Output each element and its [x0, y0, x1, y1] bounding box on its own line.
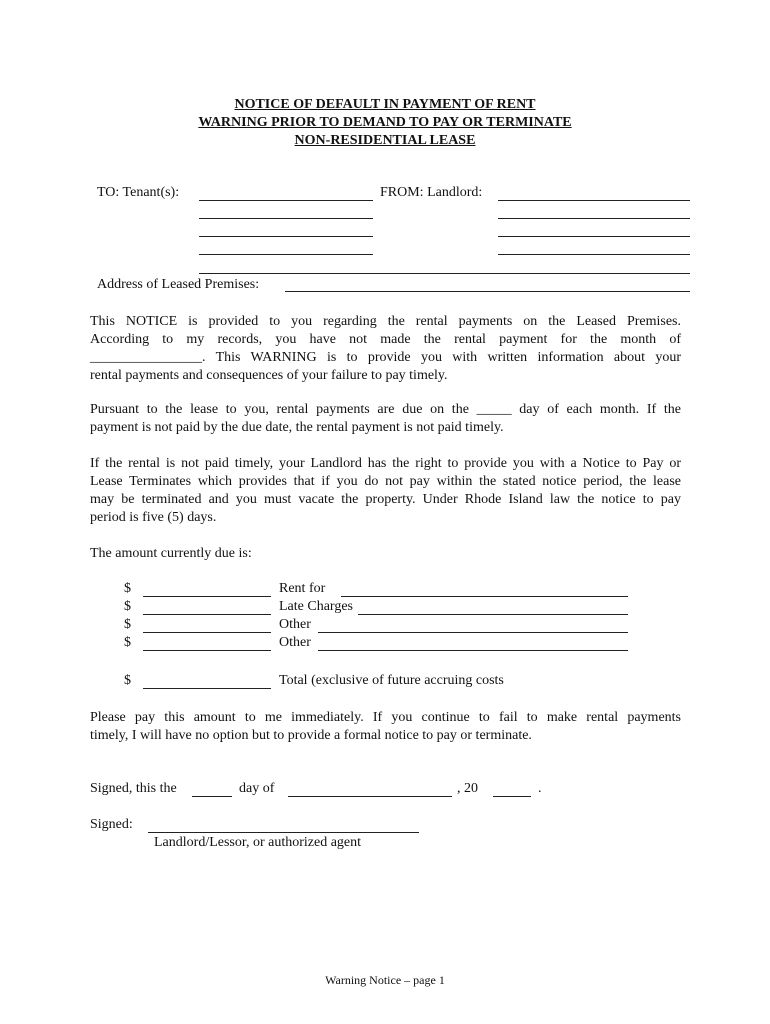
- year-prefix: , 20: [457, 781, 478, 796]
- tenant-name-line-2[interactable]: [199, 218, 373, 219]
- landlord-name-line-1[interactable]: [498, 200, 690, 201]
- dollar-sign: $: [124, 617, 131, 632]
- signature-period: .: [538, 781, 542, 796]
- landlord-name-line-3[interactable]: [498, 236, 690, 237]
- rent-for-line[interactable]: [341, 596, 628, 597]
- total-amount-line[interactable]: [143, 688, 271, 689]
- landlord-name-line-2[interactable]: [498, 218, 690, 219]
- dollar-sign: $: [124, 635, 131, 650]
- other-label-2: Other: [279, 635, 311, 650]
- signature-line[interactable]: [148, 832, 419, 833]
- dollar-sign: $: [124, 673, 131, 688]
- signer-caption: Landlord/Lessor, or authorized agent: [154, 835, 362, 850]
- dollar-sign: $: [124, 599, 131, 614]
- address-line-2[interactable]: [285, 291, 690, 292]
- notice-paragraph: This NOTICE is provided to you regarding the rental payments on the Leased Premises. According to my records, you have not made the rental payment for the month of ________________. This WARNING is to provide you with written information about your rental payments and consequences of your failure to pay timely.: [90, 314, 681, 383]
- tenant-name-line-1[interactable]: [199, 200, 373, 201]
- late-charges-amount-line[interactable]: [143, 614, 271, 615]
- landlord-rights-paragraph: If the rental is not paid timely, your Landlord has the right to provide you with a Notice to Pay or Lease Terminates which provides that if you do not pay within the stated notice period, the lease may be terminated and you must vacate the property. Under Rhode Island law the notice to pay period is five (5) days.: [90, 456, 681, 525]
- address-label: Address of Leased Premises:: [97, 277, 260, 292]
- title-line-1: NOTICE OF DEFAULT IN PAYMENT OF RENT: [234, 97, 536, 112]
- address-line-1[interactable]: [199, 273, 690, 274]
- tenant-name-line-4[interactable]: [199, 254, 373, 255]
- amount-due-heading: The amount currently due is:: [90, 546, 252, 561]
- signed-label: Signed:: [90, 817, 133, 832]
- rent-amount-line[interactable]: [143, 596, 271, 597]
- late-charges-label: Late Charges: [279, 599, 353, 614]
- sign-day-line[interactable]: [192, 796, 232, 797]
- rent-for-label: Rent for: [279, 581, 326, 596]
- to-tenant-label: TO: Tenant(s):: [97, 185, 180, 200]
- other-amount-line-2[interactable]: [143, 650, 271, 651]
- other-line-2[interactable]: [318, 650, 628, 651]
- sign-month-line[interactable]: [288, 796, 452, 797]
- signed-this-label: Signed, this the: [90, 781, 177, 796]
- dollar-sign: $: [124, 581, 131, 596]
- due-date-paragraph: Pursuant to the lease to you, rental payments are due on the _____ day of each month. If the payment is not paid by the due date, the rental payment is not paid timely.: [90, 402, 681, 435]
- other-amount-line-1[interactable]: [143, 632, 271, 633]
- from-landlord-label: FROM: Landlord:: [380, 185, 483, 200]
- other-label-1: Other: [279, 617, 311, 632]
- pay-immediately-paragraph: Please pay this amount to me immediately. If you continue to fail to make rental payments timely, I will have no option but to provide a formal notice to pay or terminate.: [90, 710, 681, 743]
- title-line-2: WARNING PRIOR TO DEMAND TO PAY OR TERMINATE: [198, 115, 572, 130]
- late-charges-line[interactable]: [358, 614, 628, 615]
- page-footer: Warning Notice – page 1: [325, 973, 445, 987]
- sign-year-line[interactable]: [493, 796, 531, 797]
- other-line-1[interactable]: [318, 632, 628, 633]
- tenant-name-line-3[interactable]: [199, 236, 373, 237]
- total-label: Total (exclusive of future accruing costs: [279, 673, 504, 688]
- landlord-name-line-4[interactable]: [498, 254, 690, 255]
- title-line-3: NON-RESIDENTIAL LEASE: [294, 133, 476, 148]
- day-of-label: day of: [239, 781, 275, 796]
